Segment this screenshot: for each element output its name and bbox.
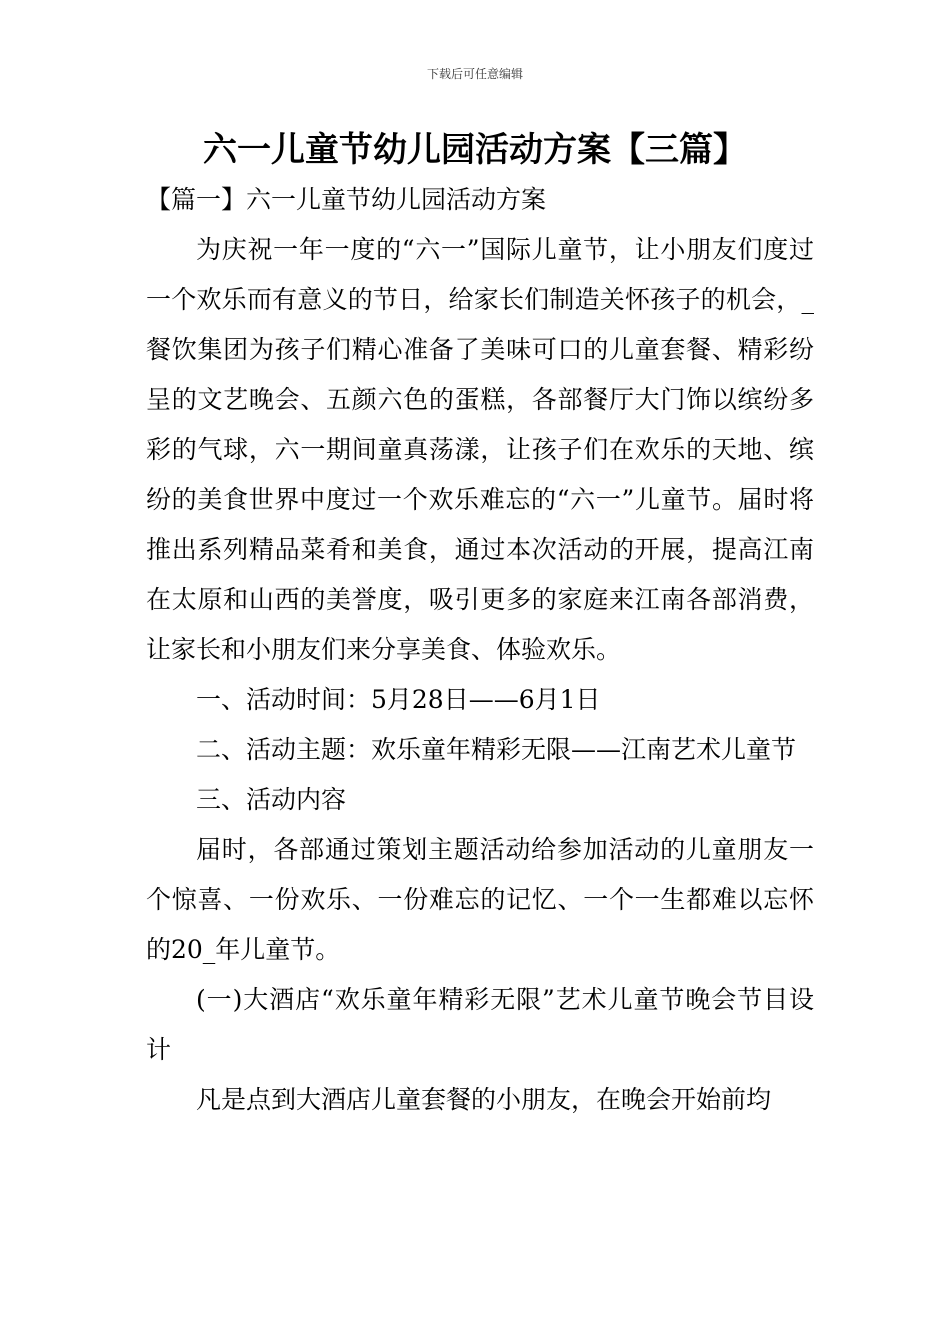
paragraph: 三、活动内容: [196, 785, 347, 814]
paragraph: 凡是点到大酒店儿童套餐的小朋友，在晚会开始前均: [196, 1085, 772, 1114]
paragraph: 一、活动时间：5月28日——6月1日: [196, 685, 601, 714]
paragraph: (一)大酒店“欢乐童年精彩无限”艺术儿童节晚会节目设计: [146, 985, 814, 1064]
paragraph: 届时，各部通过策划主题活动给参加活动的儿童朋友一个惊喜、一份欢乐、一份难忘的记忆、一个一生都难以忘怀的20_年儿童节。: [146, 835, 814, 964]
document-body: [146, 175, 814, 1125]
header-note: 下载后可任意编辑: [426, 67, 523, 81]
section-heading: 【篇一】六一儿童节幼儿园活动方案: [146, 185, 547, 214]
paragraph: 为庆祝一年一度的“六一”国际儿童节，让小朋友们度过一个欢乐而有意义的节日，给家长们制造关怀孩子的机会，_餐饮集团为孩子们精心准备了美味可口的儿童套餐、精彩纷呈的文艺晚会、五颜六色的蛋糕，各部餐厅大门饰以缤纷多彩的气球，六一期间童真荡漾，让孩子们在欢乐的天地、缤纷的美食世界中度过一个欢乐难忘的“六一”儿童节。届时将推出系列精品菜肴和美食，通过本次活动的开展，提高江南在太原和山西的美誉度，吸引更多的家庭来江南各部消费，让家长和小朋友们来分享美食、体验欢乐。: [146, 235, 814, 664]
paragraph: 二、活动主题：欢乐童年精彩无限——江南艺术儿童节: [196, 735, 797, 764]
document-title: 六一儿童节幼儿园活动方案【三篇】: [203, 130, 747, 170]
